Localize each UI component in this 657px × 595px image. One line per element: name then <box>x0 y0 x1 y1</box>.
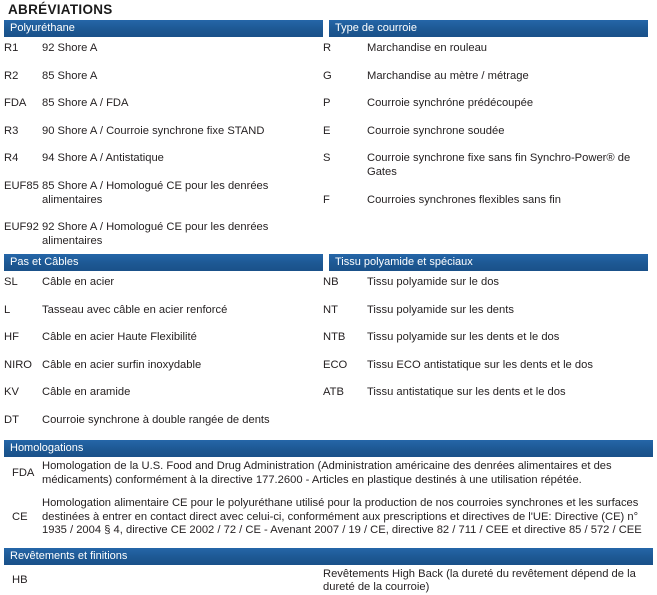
homologations-rows <box>4 460 653 538</box>
abbreviation-description: Courroies synchrones flexibles sans fin <box>367 193 562 206</box>
column-pas-cables <box>4 275 317 440</box>
abbreviation-description: Marchandise au mètre / métrage <box>367 69 529 82</box>
abbreviation-code: SL <box>4 276 18 288</box>
abbreviation-code: R4 <box>4 152 19 164</box>
abbreviation-code: R3 <box>4 124 19 137</box>
abbreviation-description: Tasseau avec câble en acier renforcé <box>42 303 228 316</box>
abbreviation-code: NTB <box>323 331 346 343</box>
table-row <box>4 124 317 138</box>
abbreviation-code: R1 <box>4 42 19 54</box>
table-row <box>4 303 317 317</box>
table-row <box>323 96 636 110</box>
table-row <box>323 303 636 317</box>
abbreviation-description: Homologation alimentaire CE pour le polyuréthane utilisé pour la production de nos courroies synchrones et les surfaces destinées à entrer en contact direct avec celui-ci, conformément aux prescriptions et directives de l'UE: Directive (CE) n° 1935 / 2004 § 4, directive CE 2002 / 72 / CE - Avenant 2007 / 19 / CE, directive 82 / 711 / CEE et directive 85 / 572 / CEE <box>42 497 642 536</box>
abbreviation-code: NIRO <box>4 358 32 371</box>
table-row <box>4 385 317 399</box>
abbreviation-code: R <box>323 42 332 54</box>
section-headers-row-1 <box>4 20 653 37</box>
abbreviation-description: Courroie synchrone soudée <box>367 124 505 137</box>
columns-block-2 <box>4 275 653 440</box>
abbreviation-description: 92 Shore A / Homologué CE pour les denrées alimentaires <box>42 221 269 247</box>
abbreviation-code: P <box>323 97 331 109</box>
table-row <box>4 41 317 55</box>
section-header-pas-cables: Pas et Câbles <box>4 254 323 271</box>
page-title: ABRÉVIATIONS <box>8 2 113 17</box>
abbreviation-code: ATB <box>323 386 344 398</box>
section-header-type-courroie: Type de courroie <box>329 20 648 37</box>
abbreviation-description: 92 Shore A <box>42 42 98 54</box>
table-row <box>4 413 317 427</box>
abbreviation-code: L <box>4 303 11 316</box>
table-row <box>4 330 317 344</box>
abbreviation-description: Courroie synchrone fixe sans fin Synchro-Power® de Gates <box>367 152 631 178</box>
abbreviation-description: Homologation de la U.S. Food and Drug Administration (Administration américaine des denrées alimentaires et des médicaments) conformément à la directive 177.2600 - Articles en plastique destinés à une utilisation répétée. <box>42 460 612 486</box>
table-row <box>4 358 317 372</box>
abbreviation-code: NB <box>323 276 339 288</box>
abbreviation-description: Câble en aramide <box>42 386 131 398</box>
table-row <box>4 96 317 110</box>
abbreviation-code: DT <box>4 413 19 426</box>
abbreviation-description: 85 Shore A / FDA <box>42 97 129 109</box>
table-row <box>4 460 653 487</box>
abbreviation-code: CE <box>12 510 28 523</box>
abbreviation-description: 85 Shore A / Homologué CE pour les denrées alimentaires <box>42 179 269 206</box>
section-header-homologations: Homologations <box>4 440 653 457</box>
column-tissu <box>323 275 636 440</box>
abbreviation-description: 90 Shore A / Courroie synchrone fixe STAND <box>42 124 265 137</box>
abbreviation-code: G <box>323 69 332 82</box>
column-type-courroie <box>323 41 636 248</box>
table-row <box>323 41 636 55</box>
abbreviation-description: Tissu polyamide sur le dos <box>367 276 500 288</box>
abbreviation-code: FDA <box>4 97 27 109</box>
table-row <box>4 69 317 83</box>
abbreviation-code: HB <box>12 574 28 587</box>
abbreviation-code: R2 <box>4 69 19 82</box>
abbreviation-description: Tissu polyamide sur les dents <box>367 303 514 316</box>
abbreviation-code: NT <box>323 303 338 316</box>
abbreviations-document <box>0 2 657 593</box>
table-row <box>323 151 636 179</box>
abbreviation-code: S <box>323 152 331 164</box>
table-row <box>4 179 317 207</box>
table-row <box>4 275 317 289</box>
abbreviation-description: Tissu ECO antistatique sur les dents et le dos <box>367 358 593 371</box>
table-row <box>4 220 317 248</box>
abbreviation-description: Courroie synchrone à double rangée de dents <box>42 413 270 426</box>
abbreviation-description: 85 Shore A <box>42 69 98 82</box>
abbreviation-description: Tissu polyamide sur les dents et le dos <box>367 331 560 343</box>
table-row <box>323 275 636 289</box>
table-row <box>323 124 636 138</box>
table-row <box>4 568 653 595</box>
abbreviation-description: Câble en acier Haute Flexibilité <box>42 331 197 343</box>
abbreviation-code: EUF85 <box>4 179 39 192</box>
column-polyurethane <box>4 41 317 248</box>
table-row <box>4 497 653 538</box>
abbreviation-description: Courroie synchróne prédécoupée <box>367 97 534 109</box>
abbreviation-code: HF <box>4 331 19 343</box>
abbreviation-code: ECO <box>323 358 348 371</box>
abbreviation-code: KV <box>4 386 19 398</box>
section-header-polyurethane: Polyuréthane <box>4 20 323 37</box>
abbreviation-description: 94 Shore A / Antistatique <box>42 152 164 164</box>
abbreviation-description: Câble en acier <box>42 276 115 288</box>
abbreviation-description: Câble en acier surfin inoxydable <box>42 358 202 371</box>
abbreviation-code: E <box>323 124 331 137</box>
table-row <box>4 151 317 165</box>
abbreviation-description: Marchandise en rouleau <box>367 42 488 54</box>
table-row <box>323 193 636 207</box>
abbreviation-code: EUF92 <box>4 221 39 233</box>
section-headers-row-2 <box>4 254 653 271</box>
section-header-tissu: Tissu polyamide et spéciaux <box>329 254 648 271</box>
abbreviation-description: Tissu antistatique sur les dents et le dos <box>367 386 566 398</box>
abbreviation-code: FDA <box>12 466 35 479</box>
abbreviation-code: F <box>323 193 330 206</box>
table-row <box>323 358 636 372</box>
columns-block-1 <box>4 41 653 248</box>
table-row <box>323 330 636 344</box>
table-row <box>323 69 636 83</box>
section-header-revetements: Revêtements et finitions <box>4 548 653 565</box>
abbreviation-description: Revêtements High Back (la dureté du revêtement dépend de la dureté de la courroie) <box>323 567 636 593</box>
table-row <box>323 385 636 399</box>
